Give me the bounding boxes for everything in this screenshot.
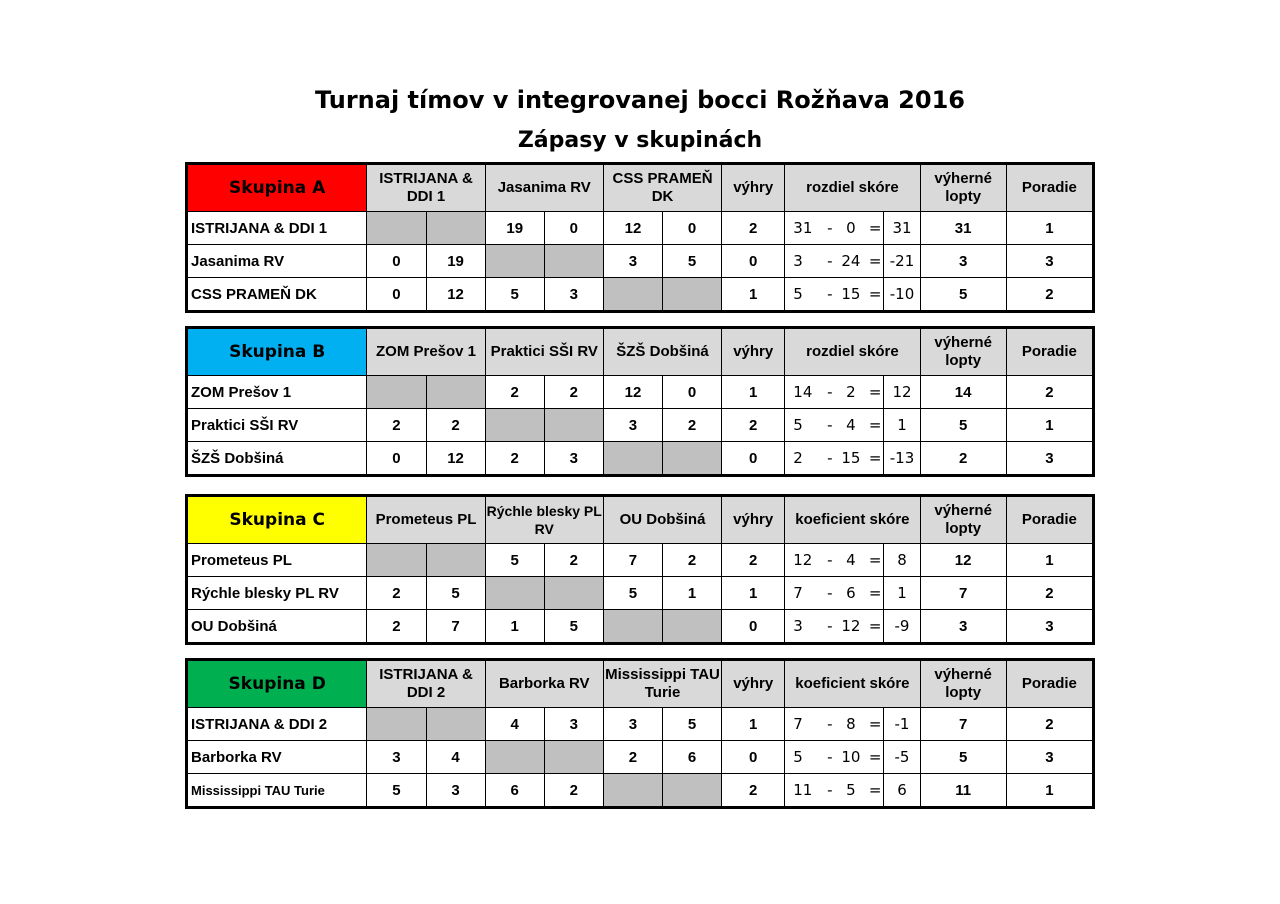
empty-cell — [544, 741, 603, 774]
match-score: 3 — [367, 741, 426, 774]
score-equals: = — [862, 409, 884, 442]
match-score: 7 — [603, 544, 662, 577]
opponent-header: Prometeus PL — [367, 496, 485, 544]
score-for: 7 — [785, 708, 820, 741]
match-score: 5 — [544, 610, 603, 644]
balls-value: 7 — [920, 577, 1006, 610]
score-against: 6 — [840, 577, 862, 610]
wins-header: výhry — [722, 660, 785, 708]
score-diff: -1 — [884, 708, 920, 741]
score-against: 10 — [840, 741, 862, 774]
document-title: Turnaj tímov v integrovanej bocci Rožňava 2016 — [315, 86, 965, 114]
team-name: Rýchle blesky PL RV — [187, 577, 367, 610]
score-equals: = — [862, 245, 884, 278]
score-against: 12 — [840, 610, 862, 644]
score-diff: 1 — [884, 409, 920, 442]
rank-value: 2 — [1006, 278, 1093, 312]
match-score: 5 — [663, 245, 722, 278]
match-score: 5 — [367, 774, 426, 808]
score-dash: - — [820, 708, 840, 741]
opponent-header: ZOM Prešov 1 — [367, 328, 485, 376]
score-dash: - — [820, 278, 840, 312]
rank-value: 1 — [1006, 409, 1093, 442]
empty-cell — [663, 442, 722, 476]
match-score: 2 — [485, 442, 544, 476]
score-diff: -21 — [884, 245, 920, 278]
score-against: 2 — [840, 376, 862, 409]
match-score: 5 — [485, 544, 544, 577]
empty-cell — [367, 708, 426, 741]
team-name: ŠZŠ Dobšiná — [187, 442, 367, 476]
empty-cell — [663, 278, 722, 312]
balls-value: 3 — [920, 245, 1006, 278]
rank-value: 3 — [1006, 610, 1093, 644]
score-header: koeficient skóre — [785, 496, 920, 544]
group-table-c — [185, 494, 1095, 645]
score-dash: - — [820, 577, 840, 610]
opponent-header: Rýchle blesky PL RV — [485, 496, 603, 544]
wins-value: 0 — [722, 741, 785, 774]
score-dash: - — [820, 774, 840, 808]
wins-value: 1 — [722, 278, 785, 312]
score-dash: - — [820, 442, 840, 476]
score-against: 4 — [840, 544, 862, 577]
score-equals: = — [862, 376, 884, 409]
team-name: Praktici SŠI RV — [187, 409, 367, 442]
opponent-header: ŠZŠ Dobšiná — [603, 328, 721, 376]
rank-value: 2 — [1006, 577, 1093, 610]
rank-header: Poradie — [1006, 164, 1093, 212]
wins-value: 2 — [722, 774, 785, 808]
rank-value: 2 — [1006, 708, 1093, 741]
score-for: 5 — [785, 409, 820, 442]
opponent-header: Barborka RV — [485, 660, 603, 708]
table-row — [187, 212, 1094, 245]
rank-value: 1 — [1006, 212, 1093, 245]
match-score: 2 — [544, 544, 603, 577]
match-score: 2 — [426, 409, 485, 442]
score-dash: - — [820, 544, 840, 577]
empty-cell — [485, 409, 544, 442]
score-header: rozdiel skóre — [785, 164, 920, 212]
score-equals: = — [862, 708, 884, 741]
table-row — [187, 610, 1094, 644]
empty-cell — [663, 610, 722, 644]
empty-cell — [426, 212, 485, 245]
balls-header: výherné lopty — [920, 328, 1006, 376]
score-header: rozdiel skóre — [785, 328, 920, 376]
match-score: 3 — [603, 245, 662, 278]
opponent-header: Praktici SŠI RV — [485, 328, 603, 376]
score-diff: 1 — [884, 577, 920, 610]
wins-value: 1 — [722, 577, 785, 610]
score-diff: -5 — [884, 741, 920, 774]
score-against: 24 — [840, 245, 862, 278]
match-score: 5 — [426, 577, 485, 610]
opponent-header: OU Dobšiná — [603, 496, 721, 544]
empty-cell — [426, 544, 485, 577]
group-table-a — [185, 162, 1095, 313]
empty-cell — [663, 774, 722, 808]
balls-value: 31 — [920, 212, 1006, 245]
rank-value: 2 — [1006, 376, 1093, 409]
balls-value: 14 — [920, 376, 1006, 409]
table-row — [187, 577, 1094, 610]
match-score: 3 — [603, 708, 662, 741]
score-diff: 12 — [884, 376, 920, 409]
score-for: 12 — [785, 544, 820, 577]
match-score: 2 — [485, 376, 544, 409]
score-diff: -9 — [884, 610, 920, 644]
score-equals: = — [862, 212, 884, 245]
group-name: Skupina B — [187, 328, 367, 376]
empty-cell — [367, 376, 426, 409]
balls-value: 12 — [920, 544, 1006, 577]
score-equals: = — [862, 741, 884, 774]
score-dash: - — [820, 376, 840, 409]
wins-value: 2 — [722, 212, 785, 245]
rank-header: Poradie — [1006, 660, 1093, 708]
match-score: 0 — [544, 212, 603, 245]
score-header: koeficient skóre — [785, 660, 920, 708]
score-diff: 8 — [884, 544, 920, 577]
team-name: Mississippi TAU Turie — [187, 774, 367, 808]
score-diff: 31 — [884, 212, 920, 245]
opponent-header: CSS PRAMEŇ DK — [603, 164, 721, 212]
table-row — [187, 442, 1094, 476]
score-for: 7 — [785, 577, 820, 610]
team-name: Jasanima RV — [187, 245, 367, 278]
score-dash: - — [820, 212, 840, 245]
table-row — [187, 278, 1094, 312]
group-name: Skupina C — [187, 496, 367, 544]
table-row — [187, 544, 1094, 577]
match-score: 3 — [426, 774, 485, 808]
score-for: 14 — [785, 376, 820, 409]
table-row — [187, 376, 1094, 409]
table-row — [187, 708, 1094, 741]
score-for: 2 — [785, 442, 820, 476]
match-score: 1 — [485, 610, 544, 644]
match-score: 3 — [603, 409, 662, 442]
score-equals: = — [862, 442, 884, 476]
score-against: 5 — [840, 774, 862, 808]
score-for: 11 — [785, 774, 820, 808]
empty-cell — [603, 610, 662, 644]
match-score: 4 — [426, 741, 485, 774]
table-row — [187, 409, 1094, 442]
wins-value: 1 — [722, 708, 785, 741]
match-score: 5 — [663, 708, 722, 741]
balls-value: 5 — [920, 409, 1006, 442]
balls-value: 5 — [920, 278, 1006, 312]
score-against: 0 — [840, 212, 862, 245]
empty-cell — [485, 245, 544, 278]
team-name: ZOM Prešov 1 — [187, 376, 367, 409]
match-score: 4 — [485, 708, 544, 741]
match-score: 2 — [663, 409, 722, 442]
empty-cell — [603, 278, 662, 312]
rank-value: 1 — [1006, 544, 1093, 577]
group-table-b — [185, 326, 1095, 477]
match-score: 3 — [544, 708, 603, 741]
match-score: 19 — [426, 245, 485, 278]
score-against: 4 — [840, 409, 862, 442]
opponent-header: ISTRIJANA & DDI 2 — [367, 660, 485, 708]
score-equals: = — [862, 544, 884, 577]
team-name: ISTRIJANA & DDI 1 — [187, 212, 367, 245]
balls-value: 2 — [920, 442, 1006, 476]
score-for: 3 — [785, 610, 820, 644]
table-row — [187, 245, 1094, 278]
match-score: 12 — [426, 442, 485, 476]
group-header-row — [187, 164, 1094, 212]
match-score: 7 — [426, 610, 485, 644]
table-row — [187, 774, 1094, 808]
empty-cell — [367, 212, 426, 245]
score-equals: = — [862, 774, 884, 808]
empty-cell — [544, 409, 603, 442]
match-score: 0 — [663, 212, 722, 245]
opponent-header: Mississippi TAU Turie — [603, 660, 721, 708]
match-score: 0 — [663, 376, 722, 409]
score-against: 15 — [840, 278, 862, 312]
rank-value: 1 — [1006, 774, 1093, 808]
match-score: 0 — [367, 442, 426, 476]
empty-cell — [603, 442, 662, 476]
wins-header: výhry — [722, 328, 785, 376]
rank-value: 3 — [1006, 245, 1093, 278]
group-name: Skupina D — [187, 660, 367, 708]
rank-header: Poradie — [1006, 496, 1093, 544]
score-dash: - — [820, 610, 840, 644]
score-for: 5 — [785, 741, 820, 774]
score-equals: = — [862, 577, 884, 610]
document-subtitle: Zápasy v skupinách — [517, 128, 763, 153]
empty-cell — [603, 774, 662, 808]
wins-value: 2 — [722, 544, 785, 577]
match-score: 2 — [663, 544, 722, 577]
match-score: 19 — [485, 212, 544, 245]
score-equals: = — [862, 610, 884, 644]
match-score: 5 — [603, 577, 662, 610]
wins-value: 0 — [722, 442, 785, 476]
score-against: 15 — [840, 442, 862, 476]
rank-header: Poradie — [1006, 328, 1093, 376]
wins-value: 0 — [722, 245, 785, 278]
wins-value: 1 — [722, 376, 785, 409]
team-name: ISTRIJANA & DDI 2 — [187, 708, 367, 741]
score-diff: 6 — [884, 774, 920, 808]
empty-cell — [367, 544, 426, 577]
balls-value: 3 — [920, 610, 1006, 644]
match-score: 2 — [544, 774, 603, 808]
empty-cell — [485, 577, 544, 610]
group-header-row — [187, 328, 1094, 376]
team-name: CSS PRAMEŇ DK — [187, 278, 367, 312]
match-score: 3 — [544, 278, 603, 312]
match-score: 1 — [663, 577, 722, 610]
score-dash: - — [820, 409, 840, 442]
score-diff: -10 — [884, 278, 920, 312]
match-score: 3 — [544, 442, 603, 476]
team-name: OU Dobšiná — [187, 610, 367, 644]
empty-cell — [426, 376, 485, 409]
wins-value: 2 — [722, 409, 785, 442]
empty-cell — [426, 708, 485, 741]
match-score: 12 — [603, 376, 662, 409]
balls-header: výherné lopty — [920, 660, 1006, 708]
group-header-row — [187, 660, 1094, 708]
wins-value: 0 — [722, 610, 785, 644]
score-dash: - — [820, 741, 840, 774]
match-score: 2 — [367, 610, 426, 644]
group-table-d — [185, 658, 1095, 809]
empty-cell — [544, 245, 603, 278]
team-name: Prometeus PL — [187, 544, 367, 577]
score-diff: -13 — [884, 442, 920, 476]
match-score: 6 — [663, 741, 722, 774]
match-score: 2 — [367, 577, 426, 610]
group-header-row — [187, 496, 1094, 544]
balls-value: 7 — [920, 708, 1006, 741]
score-for: 31 — [785, 212, 820, 245]
empty-cell — [544, 577, 603, 610]
score-equals: = — [862, 278, 884, 312]
balls-value: 11 — [920, 774, 1006, 808]
match-score: 6 — [485, 774, 544, 808]
match-score: 5 — [485, 278, 544, 312]
score-dash: - — [820, 245, 840, 278]
match-score: 12 — [426, 278, 485, 312]
opponent-header: Jasanima RV — [485, 164, 603, 212]
rank-value: 3 — [1006, 442, 1093, 476]
match-score: 2 — [367, 409, 426, 442]
score-for: 3 — [785, 245, 820, 278]
match-score: 12 — [603, 212, 662, 245]
rank-value: 3 — [1006, 741, 1093, 774]
balls-value: 5 — [920, 741, 1006, 774]
score-against: 8 — [840, 708, 862, 741]
balls-header: výherné lopty — [920, 164, 1006, 212]
balls-header: výherné lopty — [920, 496, 1006, 544]
match-score: 2 — [603, 741, 662, 774]
table-row — [187, 741, 1094, 774]
match-score: 2 — [544, 376, 603, 409]
wins-header: výhry — [722, 496, 785, 544]
wins-header: výhry — [722, 164, 785, 212]
match-score: 0 — [367, 278, 426, 312]
group-name: Skupina A — [187, 164, 367, 212]
empty-cell — [485, 741, 544, 774]
match-score: 0 — [367, 245, 426, 278]
score-for: 5 — [785, 278, 820, 312]
team-name: Barborka RV — [187, 741, 367, 774]
opponent-header: ISTRIJANA & DDI 1 — [367, 164, 485, 212]
